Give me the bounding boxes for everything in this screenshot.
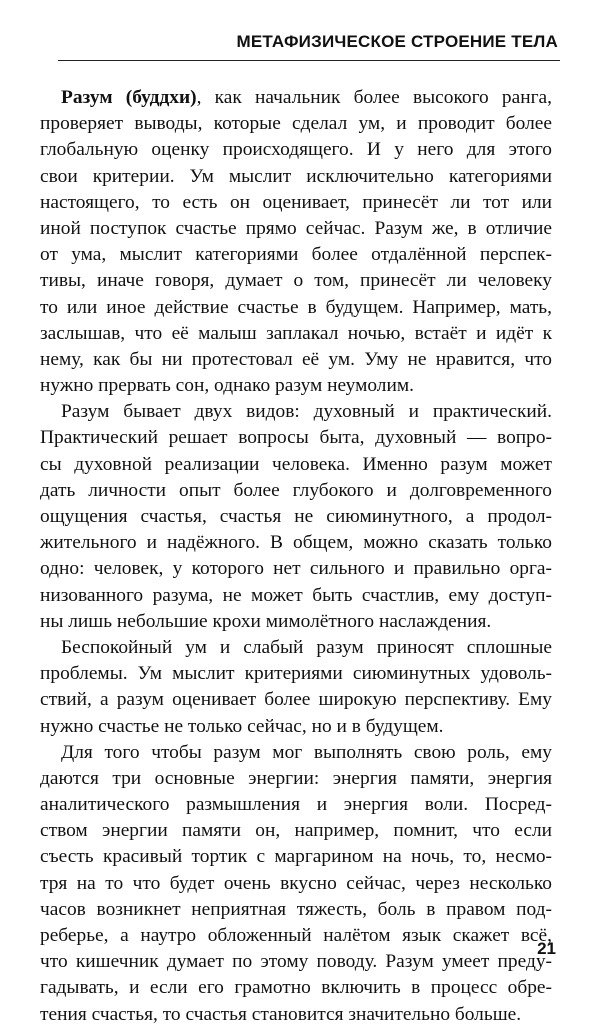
text-line: тря на то что будет очень вкусно сейчас, через несколько — [40, 872, 552, 894]
text-line: ны лишь небольшие крохи мимолётного наслаждения. — [40, 610, 492, 632]
text-line: проблемы. Ум мыслит критериями сиюминутных удоволь- — [40, 663, 552, 685]
text-line: что кишечник думает по этому поводу. Разум умеет преду- — [40, 951, 552, 973]
text-line: гадывать, и если его грамотно включить в процесс обре- — [40, 977, 552, 999]
text-line: то или иное действие счастье в будущем. Например, мать, — [40, 296, 552, 318]
paragraph — [40, 635, 552, 740]
paragraph — [40, 399, 552, 635]
text-line: Практический решает вопросы быта, духовный — вопро- — [40, 427, 552, 449]
text-line: дать личности опыт более глубокого и долговременного — [40, 479, 552, 501]
body-text — [40, 85, 552, 1028]
text-line: нужно прервать сон, однако разум неумолим. — [40, 375, 414, 397]
text-line: даются три основные энергии: энергия памяти, энергия — [40, 767, 552, 789]
text-line: аналитического размышления и энергия воли. Посред- — [40, 794, 552, 816]
text-line: ством энергии памяти он, например, помнит, что если — [40, 820, 552, 842]
text-line: Разум (буддхи), как начальник более высокого ранга, — [61, 87, 553, 108]
text-line: настоящего, то есть он оценивает, принесёт ли тот или — [40, 191, 552, 213]
text-line: ощущения счастья, счастья не сиюминутного, а продол- — [40, 506, 552, 527]
text-line: низованного разума, не может быть счастлив, ему доступ- — [40, 584, 552, 606]
text-line: тивы, иначе говоря, думает о том, принесёт ли человеку — [40, 270, 552, 292]
paragraph — [40, 85, 552, 399]
text-line: заслышав, что её малыш заплакал ночью, встаёт и идёт к — [40, 322, 552, 344]
text-line: нужно счастье не только сейчас, но и в будущем. — [40, 715, 444, 737]
page-number: 21 — [537, 939, 556, 958]
text-line: жительного и надёжного. В общем, можно сказать только — [40, 532, 552, 554]
text-line: проверяет выводы, которые сделал ум, и проводит более — [40, 113, 552, 135]
text-line: тения счастья, то счастья становится значительно больше. — [40, 1003, 522, 1025]
text-line: от ума, мыслит категориями более отдалённой перспек- — [40, 244, 552, 266]
text-line: глобальную оценку происходящего. И у него для этого — [40, 139, 552, 161]
text-line: Для того чтобы разум мог выполнять свою роль, ему — [61, 741, 552, 763]
paragraph — [40, 740, 552, 1028]
term-bold: Разум (буддхи) — [61, 87, 197, 108]
text-line: сы духовной реализации человека. Именно разум может — [40, 453, 552, 475]
text-line: Беспокойный ум и слабый разум приносят сплошные — [61, 636, 552, 658]
text-line: одно: человек, у которого нет сильного и правильно орга- — [40, 558, 552, 580]
text-line: иной поступок счастье прямо сейчас. Разум же, в отличие — [40, 217, 552, 239]
text-line: нему, как бы ни протестовал её ум. Уму не нравится, что — [40, 348, 552, 370]
text-line: часов возникнет неприятная тяжесть, боль в правом под- — [40, 898, 552, 920]
text-line: свои критерии. Ум мыслит исключительно категориями — [40, 165, 552, 187]
header-rule — [58, 60, 560, 61]
running-title: МЕТАФИЗИЧЕСКОЕ СТРОЕНИЕ ТЕЛА — [236, 32, 558, 51]
text-line: реберье, а наутро обложенный налётом язык скажет всё, — [40, 925, 552, 946]
text-line: съесть красивый тортик с маргарином на ночь, то, несмо- — [40, 846, 552, 868]
text-line: Разум бывает двух видов: духовный и практический. — [61, 401, 552, 423]
text-line: ствий, а разум оценивает более широкую перспективу. Ему — [40, 689, 552, 711]
